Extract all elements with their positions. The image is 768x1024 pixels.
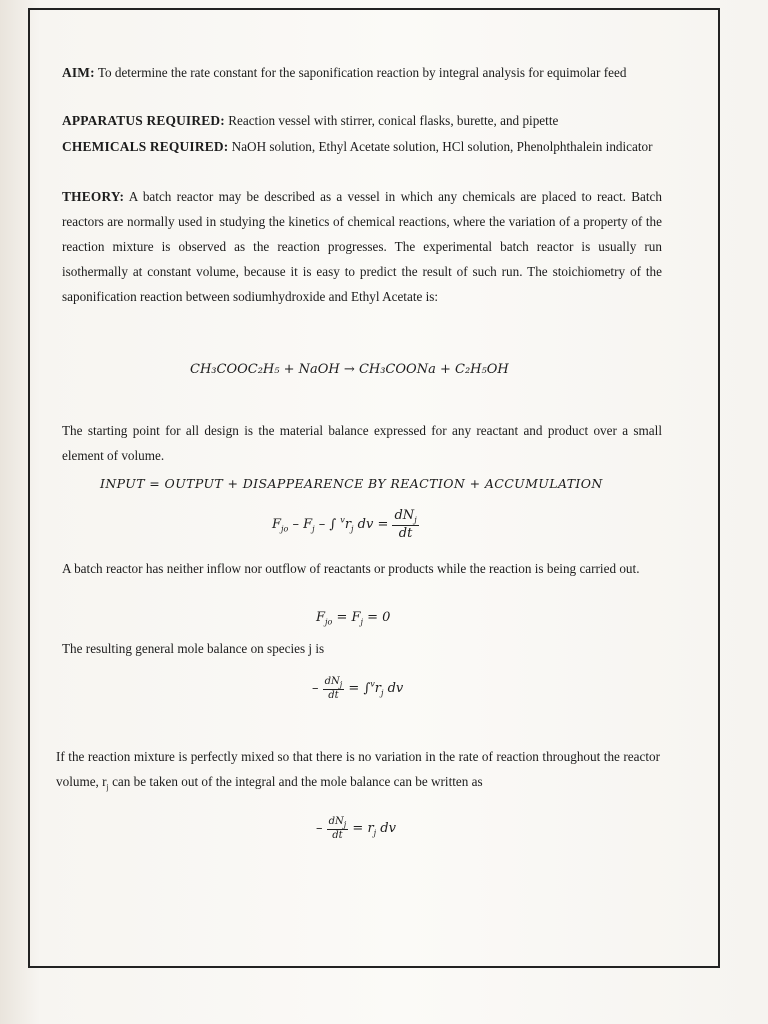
- denominator: dt: [332, 830, 343, 841]
- flow-out-symbol: – F: [288, 516, 313, 532]
- subscript: jo: [325, 617, 333, 627]
- mixed-text-end: can be taken out of the integral and the mole balance can be written as: [108, 774, 483, 789]
- integral-sign: – ∫: [314, 516, 341, 532]
- theory-paragraph: [62, 184, 662, 309]
- volume-differential: dv =: [353, 516, 393, 532]
- material-balance-paragraph: The starting point for all design is the material balance expressed for any reactant and product over a small element of volume.: [62, 423, 662, 463]
- apparatus-label: APPARATUS REQUIRED:: [62, 113, 225, 128]
- mole-balance-equation: [272, 508, 419, 541]
- chemicals-paragraph: [62, 134, 662, 159]
- volume-differential: dv: [383, 681, 404, 696]
- subscript: j: [360, 617, 363, 627]
- reactant-naoh: NaOH: [298, 362, 340, 377]
- subscript: j: [373, 828, 377, 838]
- bottom-rule: [28, 966, 718, 968]
- theory-label: THEORY:: [62, 189, 125, 204]
- plus-sign: +: [435, 362, 455, 377]
- minus-sign: –: [312, 681, 323, 696]
- plus-sign: +: [279, 362, 299, 377]
- subscript: j: [106, 782, 109, 792]
- denominator: dt: [398, 525, 413, 541]
- denominator: dt: [328, 690, 339, 701]
- reaction-equation: [190, 362, 509, 377]
- chemicals-label: CHEMICALS REQUIRED:: [62, 139, 229, 154]
- apparatus-paragraph: [62, 108, 662, 133]
- numerator: dN: [324, 676, 340, 687]
- derivative-fraction: [327, 816, 349, 841]
- subscript: j: [351, 524, 354, 534]
- balance-equation: INPUT = OUTPUT + DISAPPEARENCE BY REACTION + ACCUMULATION: [100, 476, 603, 491]
- general-balance-paragraph: The resulting general mole balance on species j is: [62, 641, 325, 656]
- mixed-text-start: If the reaction mixture is perfectly mixed so that there is no variation in the rate of reaction throughout the reactor volume, r: [56, 749, 660, 789]
- product-ethanol: C₂H₅OH: [455, 362, 509, 377]
- rate-symbol: r: [374, 681, 381, 696]
- rate-symbol: r: [344, 516, 352, 532]
- derivative-fraction: [392, 508, 418, 541]
- subscript: j: [312, 524, 315, 534]
- apparatus-text: Reaction vessel with stirrer, conical flasks, burette, and pipette: [224, 113, 559, 128]
- aim-label: AIM:: [62, 65, 95, 80]
- flow-out-symbol: = F: [332, 610, 361, 625]
- flow-in-symbol: F: [316, 610, 326, 625]
- aim-paragraph: [62, 60, 662, 85]
- flow-in-symbol: F: [272, 516, 282, 532]
- numerator: dN: [328, 816, 344, 827]
- volume-differential: dv: [376, 821, 396, 836]
- reaction-arrow: →: [339, 362, 359, 377]
- zero-value: = 0: [363, 610, 391, 625]
- general-balance-equation: [312, 676, 403, 701]
- subscript: j: [343, 820, 347, 829]
- mixed-reactor-paragraph: [56, 744, 660, 800]
- minus-sign: –: [316, 821, 327, 836]
- numerator: dN: [394, 508, 415, 523]
- reactant-ethyl-acetate: CH₃COOC₂H₅: [190, 362, 280, 377]
- flow-equation: [316, 610, 390, 627]
- subscript: j: [414, 515, 417, 525]
- integral-sign: = ∫: [344, 681, 371, 696]
- subscript: j: [380, 688, 384, 698]
- integral-limit: v: [340, 515, 345, 525]
- aim-text: To determine the rate constant for the saponification reaction by integral analysis for equimolar feed: [94, 65, 627, 80]
- product-sodium-acetate: CH₃COONa: [358, 362, 436, 377]
- subscript: jo: [281, 524, 289, 534]
- integral-limit: v: [370, 679, 375, 689]
- rate-symbol: = r: [348, 821, 374, 836]
- final-balance-equation: [316, 816, 396, 841]
- derivative-fraction: [323, 676, 345, 701]
- chemicals-text: NaOH solution, Ethyl Acetate solution, HCl solution, Phenolphthalein indicator: [228, 139, 653, 154]
- subscript: j: [339, 680, 343, 689]
- theory-text: A batch reactor may be described as a vessel in which any chemicals are placed to react. Batch reactors are normally used in studying the kinetics of chemical reactions, where the variation of a property of the reaction mixture is observed as the reaction progresses. The experimental batch reactor is usually run isothermally at constant volume, because it is easy to predict the result of such run. The stoichiometry of the saponification reaction between sodiumhydroxide and Ethyl Acetate is:: [62, 189, 662, 304]
- batch-paragraph: A batch reactor has neither inflow nor outflow of reactants or products while the reaction is being carried out.: [62, 561, 640, 576]
